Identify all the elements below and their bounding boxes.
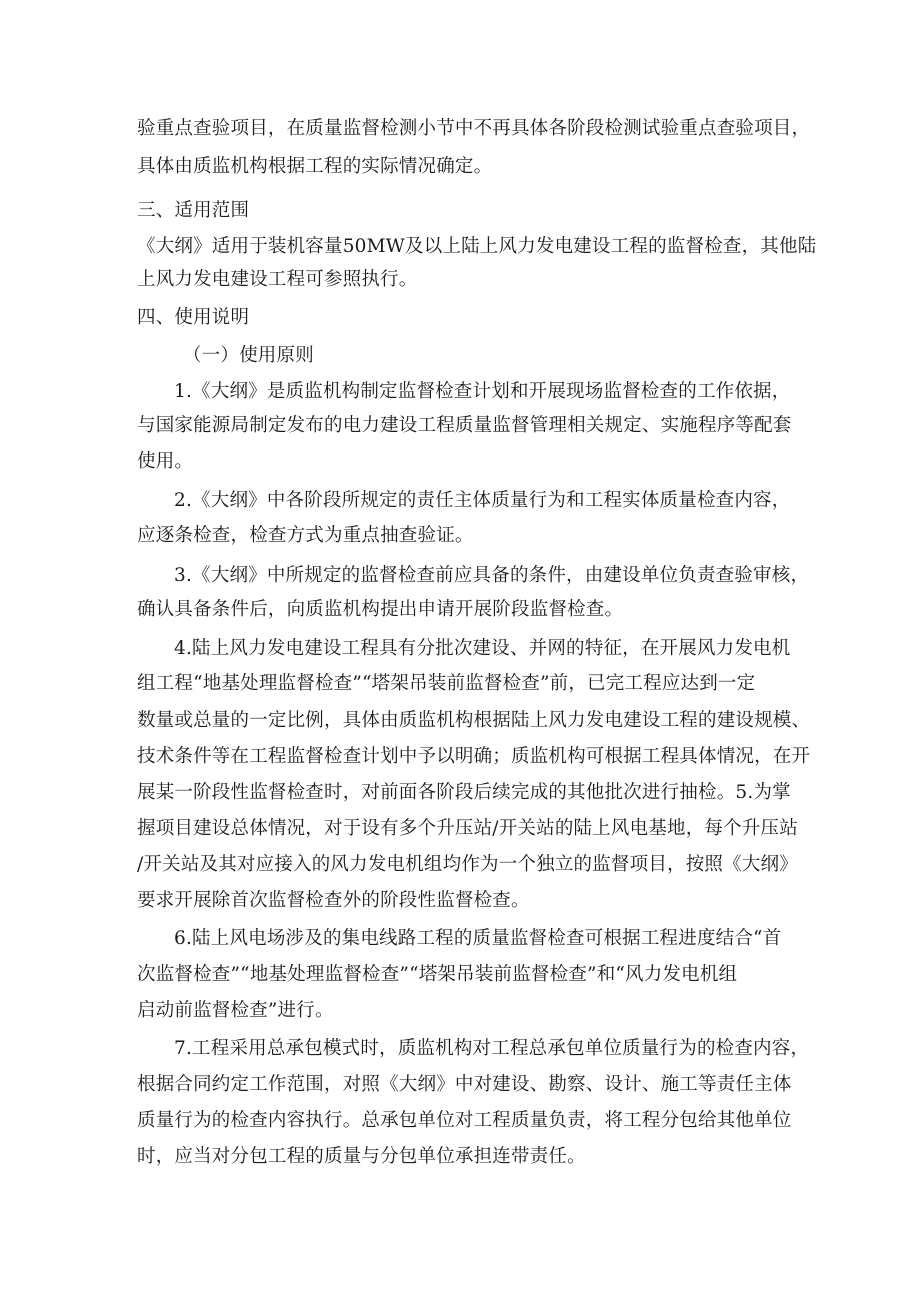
text-line: 根据合同约定工作范围，对照《大纲》中对建设、勘察、设计、施工等责任主体 xyxy=(137,1074,792,1095)
text-line: 使用。 xyxy=(137,451,194,472)
text-line: 展某一阶段性监督检查时，对前面各阶段后续完成的其他批次进行抽检。5.为掌 xyxy=(137,782,791,803)
text-line: 2.《大纲》中各阶段所规定的责任主体质量行为和工程实体质量检查内容， xyxy=(174,490,791,511)
text-line: 时，应当对分包工程的质量与分包单位承担连带责任。 xyxy=(137,1146,586,1167)
text-line: 具体由质监机构根据工程的实际情况确定。 xyxy=(137,156,493,177)
text-line: /开关站及其对应接入的风力发电机组均作为一个独立的监督项目，按照《大纲》 xyxy=(137,854,798,875)
text-line: 《大纲》适用于装机容量50MW及以上陆上风力发电建设工程的监督检查，其他陆 xyxy=(137,236,817,257)
text-line: 质量行为的检查内容执行。总承包单位对工程质量负责，将工程分包给其他单位 xyxy=(137,1110,792,1131)
text-line: 3.《大纲》中所规定的监督检查前应具备的条件，由建设单位负责查验审核， xyxy=(174,565,810,586)
text-line: 组工程“地基处理监督检查”“塔架吊装前监督检查”前，已完工程应达到一定 xyxy=(137,673,756,694)
text-line: 4.陆上风力发电建设工程具有分批次建设、并网的特征，在开展风力发电机 xyxy=(174,638,791,659)
subsection-heading-principles: （一）使用原则 xyxy=(183,345,314,366)
section-heading-scope: 三、适用范围 xyxy=(137,200,250,221)
section-heading-usage: 四、使用说明 xyxy=(137,307,250,328)
text-line: 应逐条检查，检查方式为重点抽查验证。 xyxy=(137,525,474,546)
text-line: 次监督检查”“地基处理监督检查”“塔架吊装前监督检查”和“风力发电机组 xyxy=(137,964,738,985)
text-line: 验重点查验项目，在质量监督检测小节中不再具体各阶段检测试验重点查验项目， xyxy=(137,118,811,139)
text-line: 启动前监督检查”进行。 xyxy=(137,1000,334,1021)
text-line: 握项目建设总体情况，对于设有多个升压站/开关站的陆上风电基地，每个升压站 xyxy=(137,818,798,839)
text-line: 上风力发电建设工程可参照执行。 xyxy=(137,269,418,290)
text-line: 6.陆上风电场涉及的集电线路工程的质量监督检查可根据工程进度结合“首 xyxy=(174,928,782,949)
text-line: 与国家能源局制定发布的电力建设工程质量监督管理相关规定、实施程序等配套 xyxy=(137,415,792,436)
text-line: 要求开展除首次监督检查外的阶段性监督检查。 xyxy=(137,890,530,911)
text-line: 确认具备条件后，向质监机构提出申请开展阶段监督检查。 xyxy=(137,599,624,620)
text-line: 技术条件等在工程监督检查计划中予以明确；质监机构可根据工程具体情况，在开 xyxy=(137,746,811,767)
text-line: 1.《大纲》是质监机构制定监督检查计划和开展现场监督检查的工作依据， xyxy=(174,381,791,402)
text-line: 7.工程采用总承包模式时，质监机构对工程总承包单位质量行为的检查内容， xyxy=(174,1038,810,1059)
text-line: 数量或总量的一定比例，具体由质监机构根据陆上风力发电建设工程的建设规模、 xyxy=(137,710,811,731)
